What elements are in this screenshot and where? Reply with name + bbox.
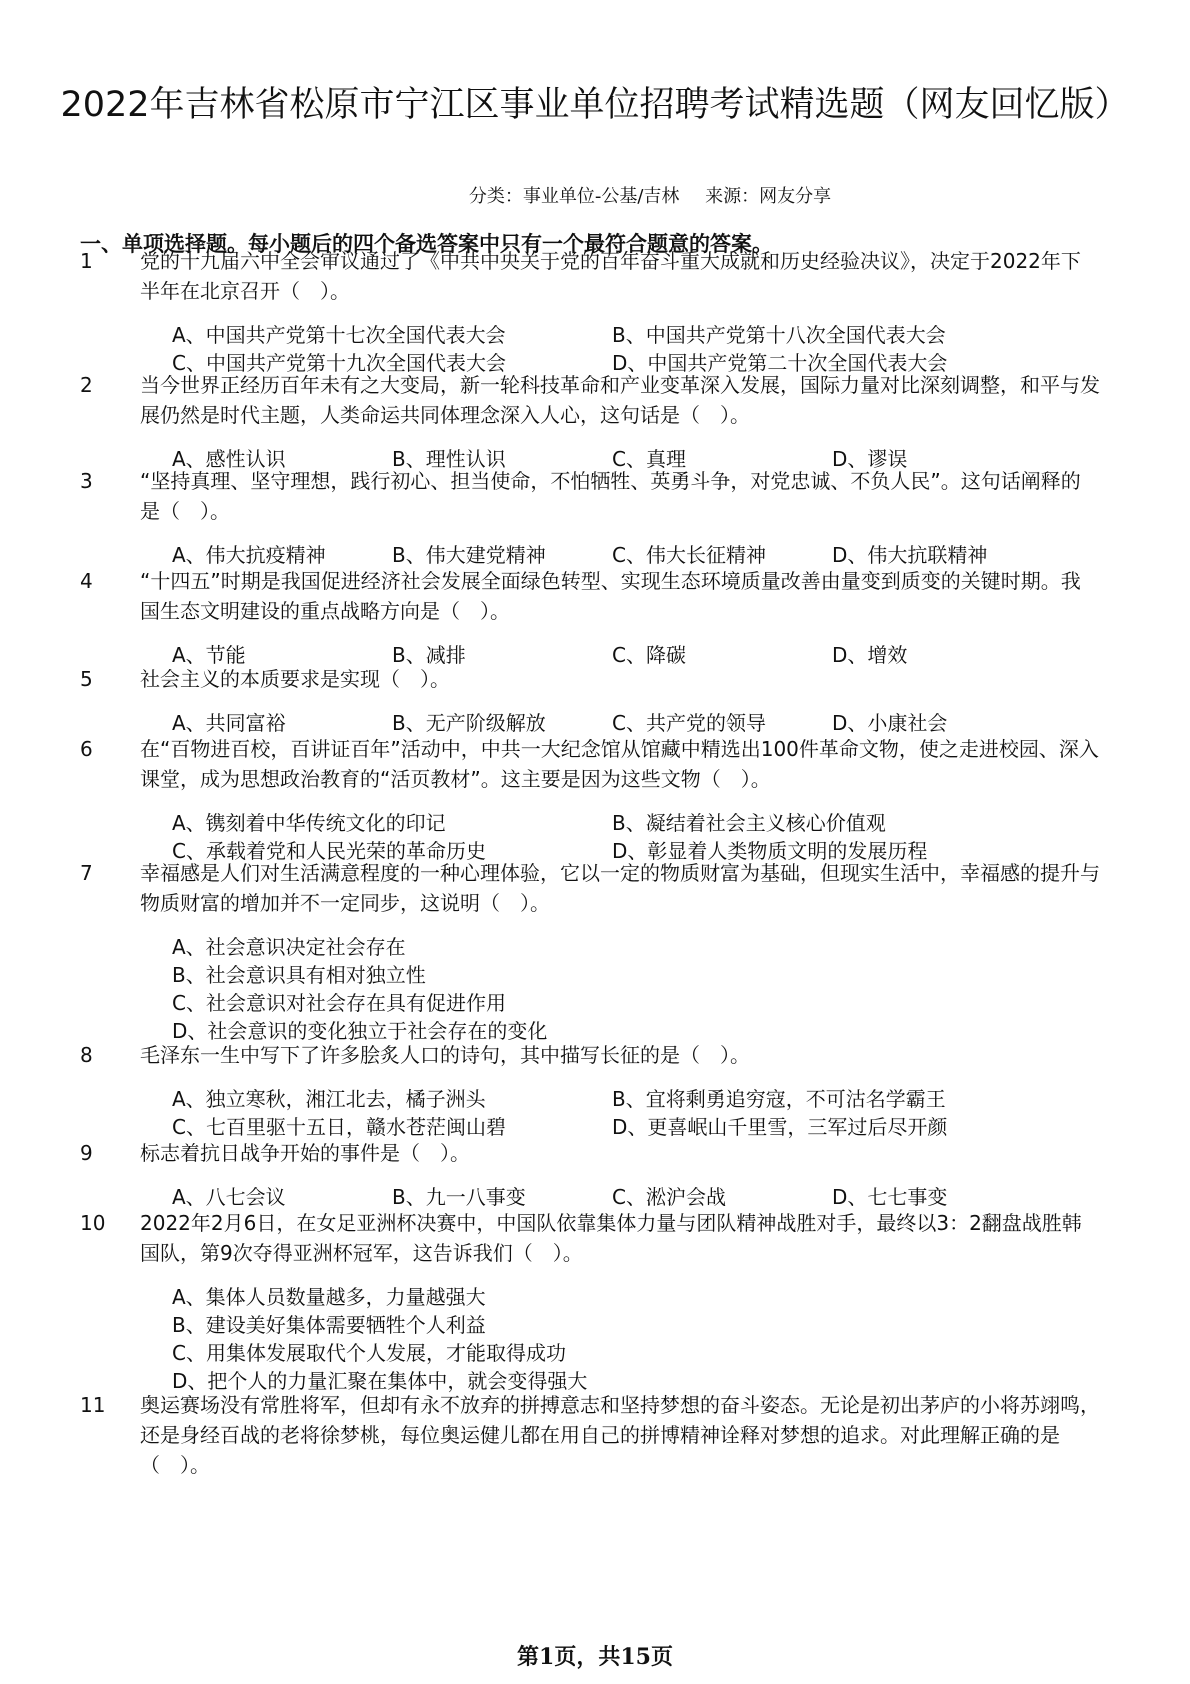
question-stem: “十四五”时期是我国促进经济社会发展全面绿色转型、实现生态环境质量改善由量变到质变的关键时期。我国生态文明建设的重点战略方向是（ ）。: [140, 569, 1081, 623]
question-7: [80, 858, 1110, 1044]
question-9: [80, 1138, 1110, 1210]
option-a: A、八七会议: [172, 1185, 286, 1209]
question-11: [80, 1390, 1110, 1480]
question-3: [80, 466, 1110, 568]
option-c: C、真理: [612, 447, 686, 471]
category-label: 分类：事业单位-公基/吉林: [468, 186, 680, 207]
question-number: 4: [80, 569, 93, 593]
page-footer: 第1页，共15页: [517, 1644, 673, 1670]
question-number: 2: [80, 373, 93, 397]
option-b: B、无产阶级解放: [392, 711, 546, 735]
question-stem: 标志着抗日战争开始的事件是（ ）。: [140, 1141, 470, 1165]
question-4: [80, 566, 1110, 668]
question-stem: “坚持真理、坚守理想，践行初心、担当使命，不怕牺牲、英勇斗争，对党忠诚、不负人民”。这句话阐释的是（ ）。: [140, 469, 1081, 523]
option-c: C、共产党的领导: [612, 711, 766, 735]
option-a: A、共同富裕: [172, 711, 286, 735]
option-d: D、更喜岷山千里雪，三军过后尽开颜: [612, 1115, 948, 1139]
question-2: [80, 370, 1110, 472]
option-c: C、伟大长征精神: [612, 543, 766, 567]
option-c: C、中国共产党第十九次全国代表大会: [172, 351, 506, 375]
option-a: A、感性认识: [172, 447, 286, 471]
option-list: [80, 540, 1110, 568]
question-number: 8: [80, 1043, 93, 1067]
option-d: D、谬误: [832, 447, 908, 471]
question-5: [80, 664, 1110, 736]
option-d: D、把个人的力量汇聚在集体中，就会变得强大: [172, 1369, 588, 1393]
option-list: [80, 1084, 1110, 1140]
option-list: [80, 1182, 1110, 1210]
option-d: D、增效: [832, 643, 908, 667]
option-c: C、七百里驱十五日，赣水苍茫闽山碧: [172, 1115, 506, 1139]
option-list: [80, 320, 1110, 376]
option-a: A、镌刻着中华传统文化的印记: [172, 811, 446, 835]
option-b: B、凝结着社会主义核心价值观: [612, 811, 886, 835]
option-b: B、理性认识: [392, 447, 506, 471]
option-d: D、小康社会: [832, 711, 948, 735]
option-d: D、彰显着人类物质文明的发展历程: [612, 839, 928, 863]
option-b: B、九一八事变: [392, 1185, 526, 1209]
meta-line: [0, 182, 1190, 208]
question-stem: 当今世界正经历百年未有之大变局，新一轮科技革命和产业变革深入发展，国际力量对比深刻调整，和平与发展仍然是时代主题，人类命运共同体理念深入人心，这句话是（ ）。: [140, 373, 1100, 427]
option-d: D、伟大抗联精神: [832, 543, 988, 567]
page-title: 2022年吉林省松原市宁江区事业单位招聘考试精选题（网友回忆版）: [60, 85, 1130, 125]
question-number: 5: [80, 667, 93, 691]
question-stem: 毛泽东一生中写下了许多脍炙人口的诗句，其中描写长征的是（ ）。: [140, 1043, 750, 1067]
question-number: 9: [80, 1141, 93, 1165]
question-stem: 奥运赛场没有常胜将军，但却有永不放弃的拼搏意志和坚持梦想的奋斗姿态。无论是初出茅庐的小将苏翊鸣，还是身经百战的老将徐梦桃，每位奥运健儿都在用自己的拼博精神诠释对梦想的追求。对此理解正确的是（ ）。: [140, 1393, 1100, 1477]
question-8: [80, 1040, 1110, 1140]
option-b: B、社会意识具有相对独立性: [172, 963, 426, 987]
question-stem: 在“百物进百校，百讲证百年”活动中，中共一大纪念馆从馆藏中精选出100件革命文物，使之走进校园、深入课堂，成为思想政治教育的“活页教材”。这主要是因为这些文物（ ）。: [140, 737, 1099, 791]
question-number: 11: [80, 1393, 106, 1417]
option-a: A、节能: [172, 643, 246, 667]
option-list: [80, 708, 1110, 736]
option-list: [80, 1282, 1110, 1394]
option-b: B、中国共产党第十八次全国代表大会: [612, 323, 946, 347]
option-a: A、独立寒秋，湘江北去，橘子洲头: [172, 1087, 486, 1111]
option-a: A、伟大抗疫精神: [172, 543, 326, 567]
source-label: 来源：网友分享: [705, 186, 832, 207]
question-stem: 党的十九届六中全会审议通过了《中共中央关于党的百年奋斗重大成就和历史经验决议》，决定于2022年下半年在北京召开（ ）。: [140, 249, 1081, 303]
option-d: D、社会意识的变化独立于社会存在的变化: [172, 1019, 548, 1043]
option-b: B、宜将剩勇追穷寇，不可沽名学霸王: [612, 1087, 946, 1111]
option-b: B、建设美好集体需要牺牲个人利益: [172, 1313, 486, 1337]
option-b: B、减排: [392, 643, 466, 667]
option-d: D、七七事变: [832, 1185, 948, 1209]
question-10: [80, 1208, 1110, 1394]
option-list: [80, 932, 1110, 1044]
option-c: C、降碳: [612, 643, 686, 667]
option-c: C、社会意识对社会存在具有促进作用: [172, 991, 506, 1015]
option-c: C、用集体发展取代个人发展，才能取得成功: [172, 1341, 566, 1365]
option-list: [80, 808, 1110, 864]
option-b: B、伟大建党精神: [392, 543, 546, 567]
question-number: 7: [80, 861, 93, 885]
section-heading: 一、单项选择题。每小题后的四个备选答案中只有一个最符合题意的答案。: [80, 232, 773, 256]
question-stem: 社会主义的本质要求是实现（ ）。: [140, 667, 450, 691]
option-d: D、中国共产党第二十次全国代表大会: [612, 351, 948, 375]
question-number: 1: [80, 249, 93, 273]
question-number: 10: [80, 1211, 106, 1235]
option-c: C、淞沪会战: [612, 1185, 726, 1209]
question-6: [80, 734, 1110, 864]
option-c: C、承载着党和人民光荣的革命历史: [172, 839, 486, 863]
question-1: [80, 246, 1110, 376]
option-a: A、社会意识决定社会存在: [172, 935, 406, 959]
option-a: A、中国共产党第十七次全国代表大会: [172, 323, 506, 347]
question-number: 6: [80, 737, 93, 761]
question-stem: 2022年2月6日，在女足亚洲杯决赛中，中国队依靠集体力量与团队精神战胜对手，最终以3：2翻盘战胜韩国队，第9次夺得亚洲杯冠军，这告诉我们（ ）。: [140, 1211, 1082, 1265]
question-number: 3: [80, 469, 93, 493]
question-stem: 幸福感是人们对生活满意程度的一种心理体验，它以一定的物质财富为基础，但现实生活中，幸福感的提升与物质财富的增加并不一定同步，这说明（ ）。: [140, 861, 1100, 915]
option-a: A、集体人员数量越多，力量越强大: [172, 1285, 486, 1309]
